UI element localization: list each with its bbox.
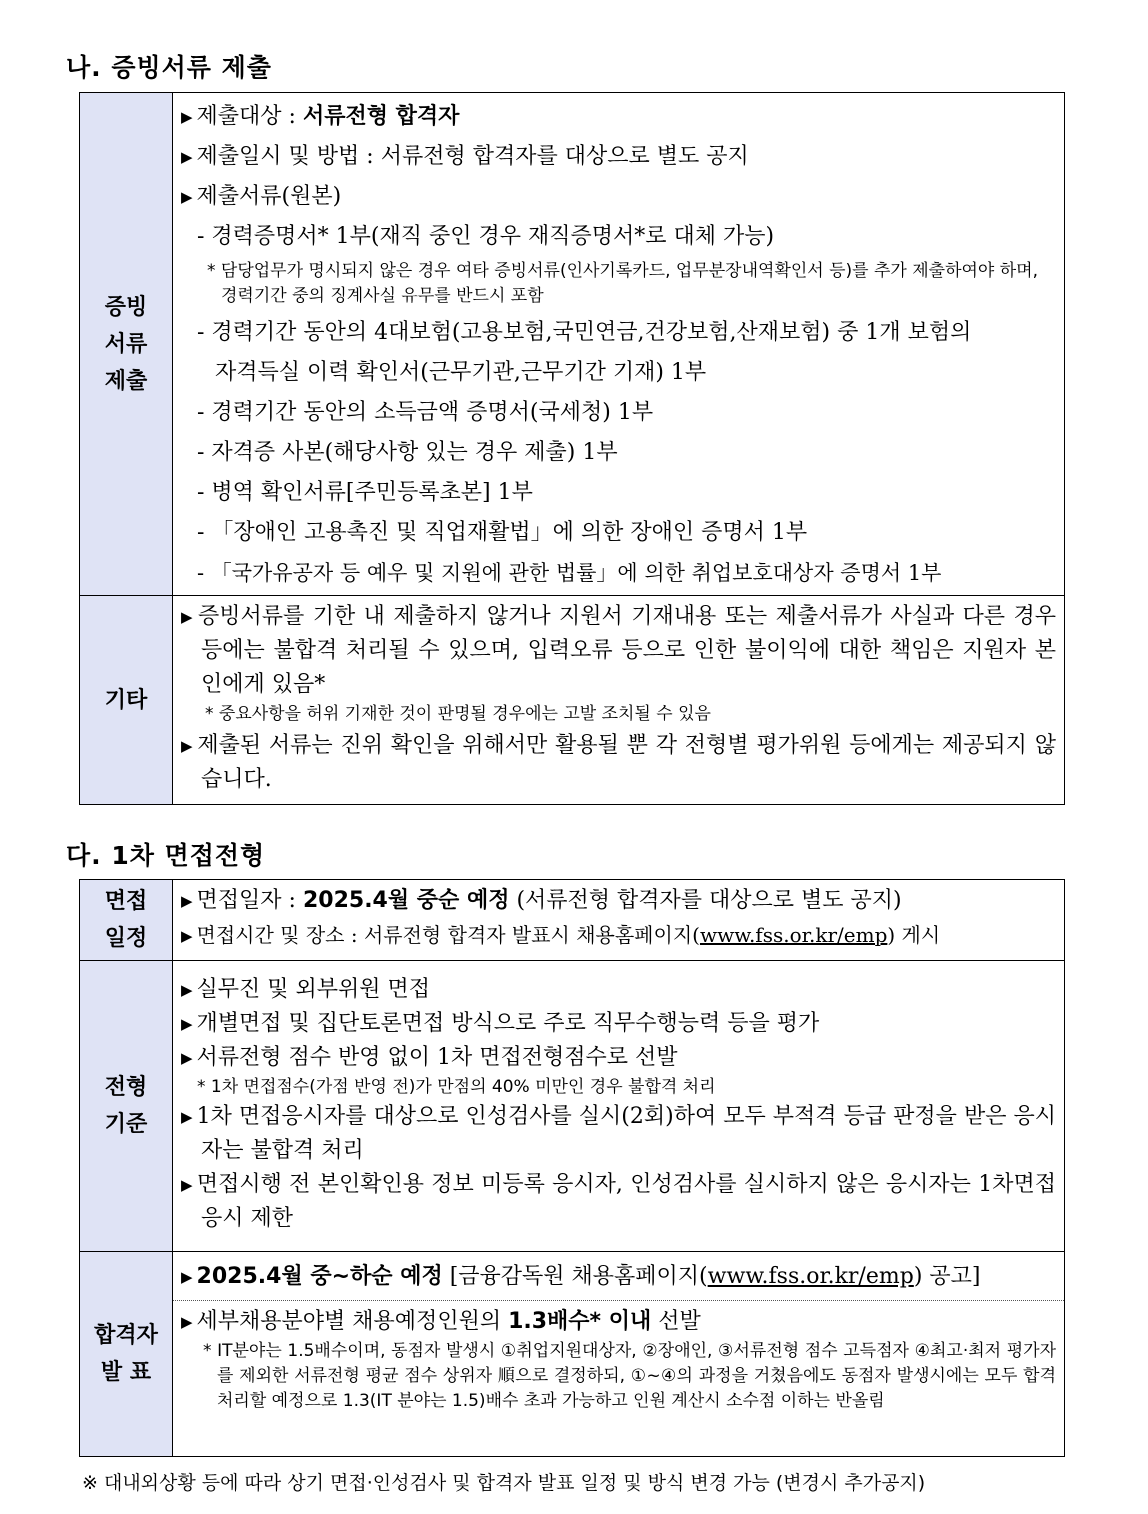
label-documents-text: 증빙 서류 제출 <box>104 294 148 394</box>
section-title-interview: 다. 1차 면접전형 <box>66 841 266 870</box>
criteria-3: ▶ 서류전형 점수 반영 없이 1차 면접전형점수로 선발 <box>181 1045 678 1070</box>
insurance-line-2: 자격득실 이력 확인서(근무기관,근무기간 기재) 1부 <box>215 360 707 385</box>
datetime-line: ▶ 제출일시 및 방법 : 서류전형 합격자를 대상으로 별도 공지 <box>181 144 749 169</box>
triangle-right-icon: ▶ <box>181 981 193 999</box>
disability-line: - 「장애인 고용촉진 및 직업재활법」에 의한 장애인 증명서 1부 <box>197 520 808 545</box>
career-cert-line: - 경력증명서* 1부(재직 중인 경우 재직증명서*로 대체 가능) <box>197 224 775 249</box>
triangle-right-icon: ▶ <box>181 1268 193 1286</box>
military-line: - 병역 확인서류[주민등록초본] 1부 <box>197 480 533 505</box>
footer-note: ※ 대내외상황 등에 따라 상기 면접·인성검사 및 합격자 발표 일정 및 방식 변경 가능 (변경시 추가공지) <box>82 1472 926 1494</box>
interview-table <box>79 879 1065 1457</box>
result-date-line: ▶ 2025.4월 중~하순 예정 [금융감독원 채용홈페이지(www.fss.or.kr/emp) 공고] <box>181 1264 981 1289</box>
triangle-right-icon: ▶ <box>181 108 193 126</box>
etc-line-1: ▶ 증빙서류를 기한 내 제출하지 않거나 지원서 기재내용 또는 제출서류가 사실과 다른 경우 등에는 불합격 처리될 수 있으며, 입력오류 등으로 인한 불이익에 대한 책임은 지원자 본인에게 있음* <box>181 604 1056 697</box>
triangle-right-icon: ▶ <box>181 892 193 910</box>
criteria-2: ▶ 개별면접 및 집단토론면접 방식으로 주로 직무수행능력 등을 평가 <box>181 1011 820 1036</box>
triangle-right-icon: ▶ <box>181 1049 193 1067</box>
career-note: * 담당업무가 명시되지 않은 경우 여타 증빙서류(인사기록카드, 업무분장내역확인서 등)를 추가 제출하여야 하며, 경력기간 중의 징계사실 유무를 반드시 포함 <box>207 261 1039 306</box>
triangle-right-icon: ▶ <box>181 608 194 626</box>
license-line: - 자격증 사본(해당사항 있는 경우 제출) 1부 <box>197 440 618 465</box>
homepage-link[interactable]: www.fss.or.kr/emp <box>707 1264 914 1289</box>
interview-date-line: ▶ 면접일자 : 2025.4월 중순 예정 (서류전형 합격자를 대상으로 별도 공지) <box>181 888 902 913</box>
etc-line-2: ▶ 제출된 서류는 진위 확인을 위해서만 활용될 뿐 각 전형별 평가위원 등에게는 제공되지 않습니다. <box>181 733 1056 792</box>
label-result <box>80 1252 173 1457</box>
label-documents <box>80 93 173 596</box>
result-content <box>173 1252 1065 1457</box>
etc-content <box>173 596 1065 805</box>
veteran-line: - 「국가유공자 등 예우 및 지원에 관한 법률」에 의한 취업보호대상자 증명서 1부 <box>197 561 942 585</box>
criteria-3-note: * 1차 면접점수(가점 반영 전)가 만점의 40% 미만인 경우 불합격 처리 <box>197 1077 716 1097</box>
schedule-content <box>173 880 1065 961</box>
label-etc <box>80 596 173 805</box>
result-note: * IT분야는 1.5배수이며, 동점자 발생시 ①취업지원대상자, ②장애인, ③서류전형 점수 고득점자 ④최고·최저 평가자를 제외한 서류전형 평균 점수 상위자 順으로 결정하되, ①~④의 과정을 거쳤음에도 동점자 발생시에는 모두 합격 처리할 예정으로 1.3(IT 분야는 1.5)배수 초과 가능하고 인원 계산시 소수점 이하는 반올림 <box>203 1341 1056 1411</box>
criteria-4: ▶ 1차 면접응시자를 대상으로 인성검사를 실시(2회)하여 모두 부적격 등급 판정을 받은 응시자는 불합격 처리 <box>181 1104 1056 1163</box>
triangle-right-icon: ▶ <box>181 148 193 166</box>
criteria-content <box>173 961 1065 1252</box>
triangle-right-icon: ▶ <box>181 1176 193 1194</box>
section-title-documents: 나. 증빙서류 제출 <box>66 53 272 82</box>
criteria-1: ▶ 실무진 및 외부위원 면접 <box>181 977 431 1002</box>
documents-table <box>79 92 1065 805</box>
insurance-line-1: - 경력기간 동안의 4대보험(고용보험,국민연금,건강보험,산재보험) 중 1개 보험의 <box>197 320 972 345</box>
homepage-link[interactable]: www.fss.or.kr/emp <box>699 923 888 947</box>
triangle-right-icon: ▶ <box>181 1015 193 1033</box>
triangle-right-icon: ▶ <box>181 927 193 945</box>
label-result-text: 합격자 발 표 <box>94 1323 158 1385</box>
income-line: - 경력기간 동안의 소득금액 증명서(국세청) 1부 <box>197 400 654 425</box>
triangle-right-icon: ▶ <box>181 1108 193 1126</box>
criteria-5: ▶ 면접시행 전 본인확인용 정보 미등록 응시자, 인성검사를 실시하지 않은 응시자는 1차면접 응시 제한 <box>181 1172 1056 1231</box>
dotted-divider <box>173 1300 1064 1301</box>
result-count-line: ▶ 세부채용분야별 채용예정인원의 1.3배수* 이내 선발 <box>181 1309 701 1334</box>
label-etc-text: 기타 <box>104 687 148 713</box>
documents-content <box>173 93 1065 596</box>
docs-header-line: ▶ 제출서류(원본) <box>181 184 342 209</box>
triangle-right-icon: ▶ <box>181 1313 193 1331</box>
triangle-right-icon: ▶ <box>181 737 194 755</box>
label-criteria <box>80 961 173 1252</box>
triangle-right-icon: ▶ <box>181 188 193 206</box>
etc-note: * 중요사항을 허위 기재한 것이 판명될 경우에는 고발 조치될 수 있음 <box>205 704 711 724</box>
label-schedule <box>80 880 173 961</box>
interview-place-line: ▶ 면접시간 및 장소 : 서류전형 합격자 발표시 채용홈페이지(www.fss.or.kr/emp) 게시 <box>181 923 941 947</box>
label-criteria-text: 전형 기준 <box>104 1075 148 1137</box>
target-line: ▶ 제출대상 : 서류전형 합격자 <box>181 104 460 129</box>
label-schedule-text: 면접 일정 <box>104 889 148 951</box>
